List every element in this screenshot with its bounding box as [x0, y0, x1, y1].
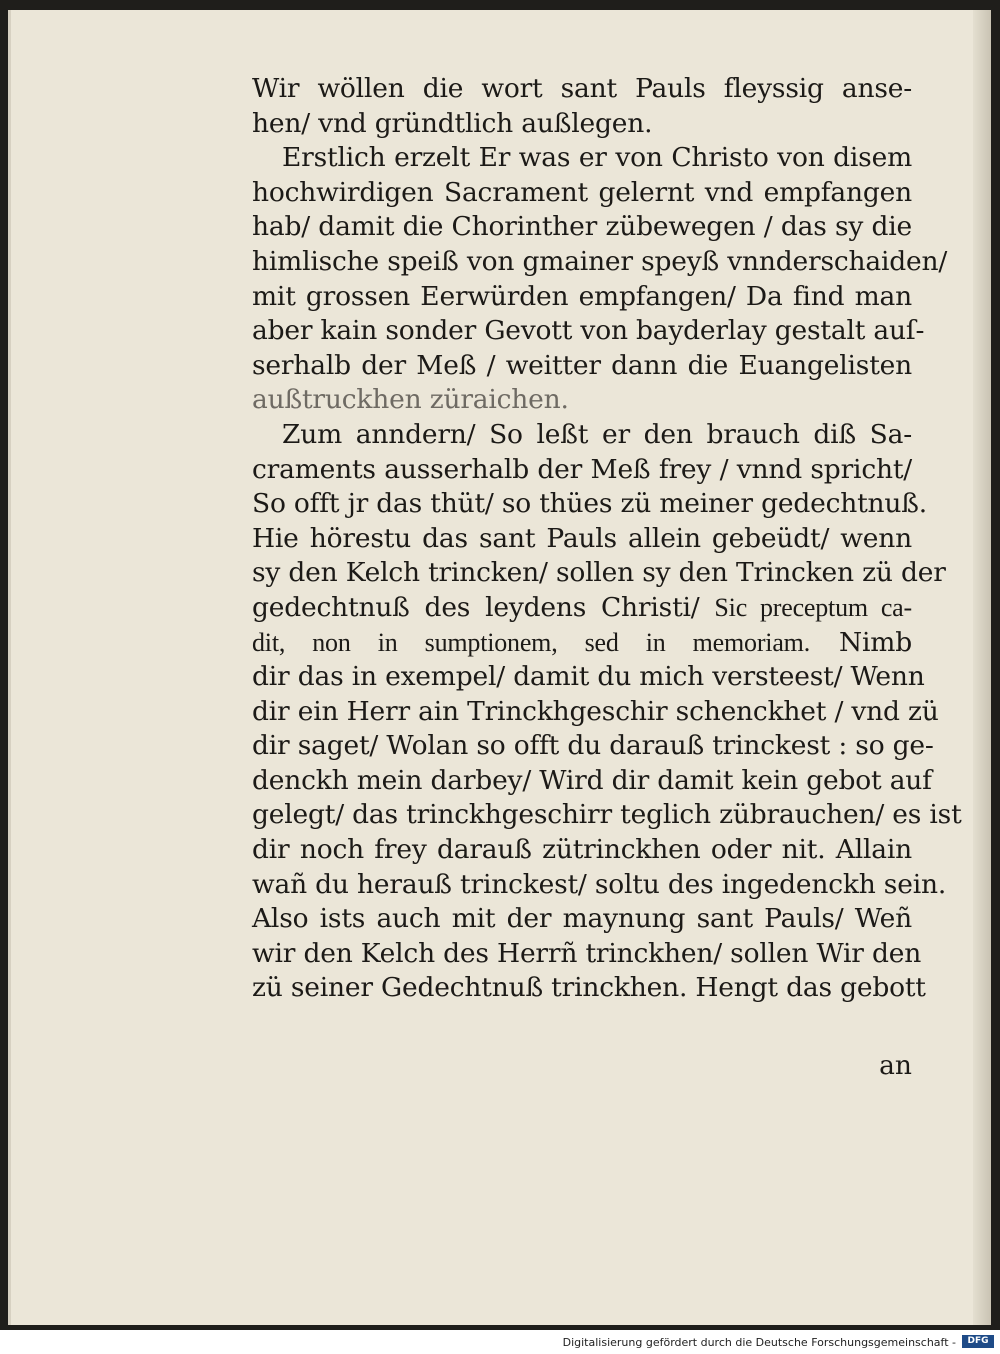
- text-line: So offt jr das thüt/ so thües zü meiner gedechtnuß.: [252, 488, 928, 520]
- footer-bar: [0, 1330, 1000, 1354]
- dfg-logo-icon: DFG: [962, 1335, 994, 1348]
- text-line: Also ists auch mit der maynung sant Pauls/ Weñ: [252, 903, 912, 935]
- text-line: Zum anndern/ So leßt er den brauch diß Sa-: [282, 418, 912, 450]
- text-line: aber kain sonder Gevott von bayderlay gestalt auſ-: [252, 315, 925, 347]
- page-gutter-shadow: [973, 10, 991, 1325]
- text-line: zü seiner Gedechtnuß trinckhen. Hengt das gebott: [252, 972, 926, 1004]
- text-line: Hie hörestu das sant Pauls allein gebeüdt/ wenn: [252, 522, 912, 554]
- latin-segment: dit, non in sumptionem, sed in memoriam.: [252, 627, 810, 657]
- text-line: craments ausserhalb der Meß frey / vnnd spricht/: [252, 453, 912, 485]
- text-line: dir das in exempel/ damit du mich versteest/ Wenn: [252, 661, 925, 693]
- text-line: hochwirdigen Sacrament gelernt vnd empfangen: [252, 176, 912, 208]
- text-line: serhalb der Meß / weitter dann die Euangelisten: [252, 349, 912, 381]
- text-line: hen/ vnd gründtlich außlegen.: [252, 107, 653, 139]
- text-block: [252, 72, 962, 1006]
- text-line: himlische speiß von gmainer speyß vnnderschaiden/: [252, 245, 948, 277]
- text-segment: Nimb: [839, 626, 912, 658]
- text-line: außtruckhen züraichen.: [252, 384, 569, 416]
- text-line: denckh mein darbey/ Wird dir damit kein gebot auf: [252, 764, 932, 796]
- catchword: an: [879, 1050, 912, 1081]
- text-line: wañ du herauß trinckest/ soltu des ingedenckh sein.: [252, 868, 947, 900]
- text-line: hab/ damit die Chorinther zübewegen / das sy die: [252, 211, 912, 243]
- text-line: mit grossen Eerwürden empfangen/ Da find man: [252, 280, 912, 312]
- funding-credit: Digitalisierung gefördert durch die Deutsche Forschungsgemeinschaft -: [562, 1336, 956, 1349]
- text-segment: gedechtnuß des leydens Christi/: [252, 591, 700, 623]
- text-line-with-latin: [252, 626, 912, 661]
- text-line: dir ein Herr ain Trinckhgeschir schenckhet / vnd zü: [252, 695, 939, 727]
- text-line-with-latin: [252, 591, 912, 626]
- text-line: gelegt/ das trinckhgeschirr teglich zübrauchen/ es ist: [252, 799, 962, 831]
- text-line: dir noch frey darauß zütrinckhen oder nit. Allain: [252, 834, 912, 866]
- text-line: sy den Kelch trincken/ sollen sy den Trincken zü der: [252, 557, 946, 589]
- text-line: dir saget/ Wolan so offt du darauß trinckest : so ge-: [252, 730, 934, 762]
- latin-segment: Sic preceptum ca-: [714, 592, 912, 622]
- text-line: wir den Kelch des Herrñ trinckhen/ sollen Wir den: [252, 937, 922, 969]
- text-line: Erstlich erzelt Er was er von Christo von disem: [282, 142, 912, 174]
- text-line: Wir wöllen die wort sant Pauls fleyssig anse-: [252, 73, 912, 104]
